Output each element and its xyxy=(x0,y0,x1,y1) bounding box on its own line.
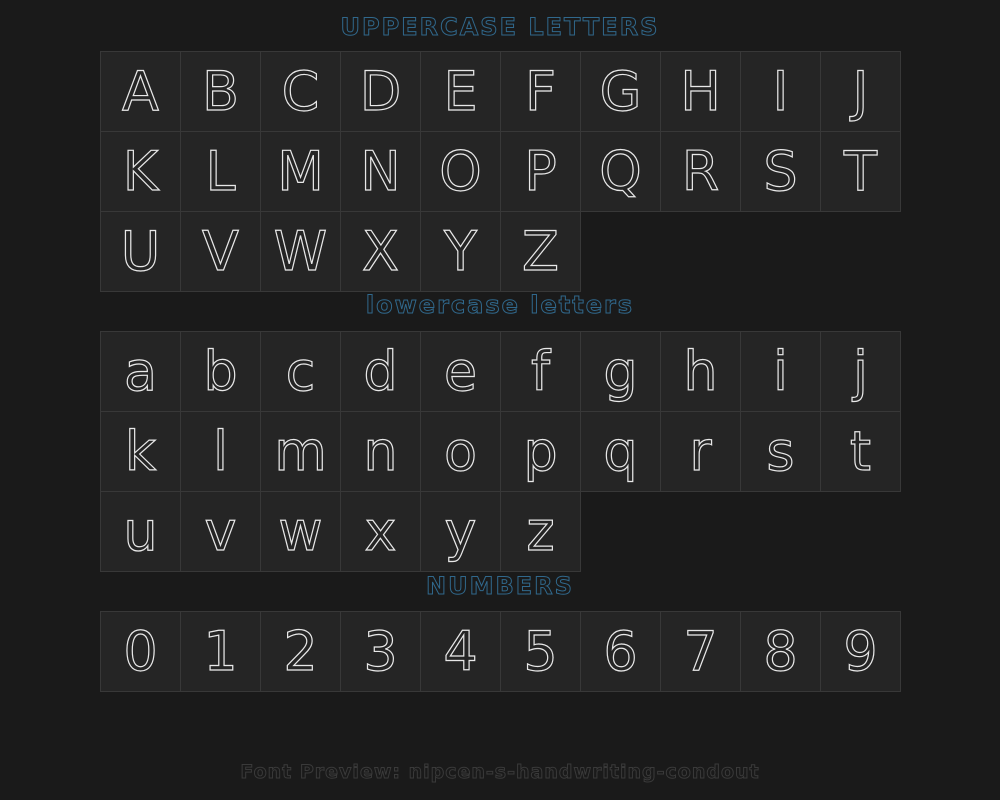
glyph: 5 xyxy=(523,619,558,683)
glyph: w xyxy=(278,499,323,563)
glyph-cell-O xyxy=(420,131,501,212)
glyph-cell-Z xyxy=(500,211,581,292)
font-preview-footer: Font Preview: nipcen-s-handwriting-condout xyxy=(240,761,760,783)
glyph: o xyxy=(443,419,478,483)
glyph-cell-l xyxy=(180,411,261,492)
glyph-cell-e xyxy=(420,331,501,412)
glyph-cell-t xyxy=(820,411,901,492)
glyph: v xyxy=(204,499,237,563)
glyph: M xyxy=(277,139,324,203)
glyph: F xyxy=(524,59,557,123)
glyph-cell-L xyxy=(180,131,261,212)
glyph-cell-B xyxy=(180,51,261,132)
glyph: T xyxy=(844,139,877,203)
glyph-cell-F xyxy=(500,51,581,132)
glyph: 7 xyxy=(683,619,718,683)
glyph-cell-G xyxy=(580,51,661,132)
glyph-cell-x xyxy=(340,491,421,572)
glyph-row xyxy=(100,491,901,572)
lowercase-section-title: lowercase letters xyxy=(365,291,635,319)
glyph: c xyxy=(285,339,316,403)
glyph-cell-K xyxy=(100,131,181,212)
glyph-cell-T xyxy=(820,131,901,212)
glyph: j xyxy=(852,339,868,403)
glyph: f xyxy=(530,339,550,403)
glyph: E xyxy=(443,59,478,123)
glyph: 1 xyxy=(203,619,238,683)
glyph: 0 xyxy=(123,619,158,683)
glyph: y xyxy=(444,499,477,563)
glyph: W xyxy=(273,219,328,283)
glyph-cell-h xyxy=(660,331,741,412)
glyph-cell-m xyxy=(260,411,341,492)
glyph-cell-W xyxy=(260,211,341,292)
glyph-cell-X xyxy=(340,211,421,292)
glyph: e xyxy=(443,339,478,403)
glyph-row xyxy=(100,411,901,492)
glyph: z xyxy=(526,499,555,563)
glyph-cell-s xyxy=(740,411,821,492)
glyph-cell-q xyxy=(580,411,661,492)
glyph-cell-M xyxy=(260,131,341,212)
glyph: O xyxy=(439,139,482,203)
glyph-cell-g xyxy=(580,331,661,412)
glyph-cell-Y xyxy=(420,211,501,292)
glyph: m xyxy=(274,419,327,483)
glyph-cell-4 xyxy=(420,611,501,692)
glyph-cell-E xyxy=(420,51,501,132)
glyph-cell-A xyxy=(100,51,181,132)
glyph: N xyxy=(360,139,401,203)
glyph: p xyxy=(523,419,558,483)
glyph-cell-N xyxy=(340,131,421,212)
glyph: i xyxy=(772,339,788,403)
numbers-glyph-grid xyxy=(100,611,901,692)
glyph-cell-i xyxy=(740,331,821,412)
glyph-cell-c xyxy=(260,331,341,412)
glyph-cell-d xyxy=(340,331,421,412)
glyph-cell-p xyxy=(500,411,581,492)
glyph-cell-0 xyxy=(100,611,181,692)
glyph: L xyxy=(205,139,236,203)
glyph-cell-8 xyxy=(740,611,821,692)
glyph: 4 xyxy=(443,619,478,683)
glyph-cell-V xyxy=(180,211,261,292)
glyph: 8 xyxy=(763,619,798,683)
glyph: V xyxy=(202,219,239,283)
glyph: d xyxy=(363,339,398,403)
glyph-cell-6 xyxy=(580,611,661,692)
glyph: Q xyxy=(599,139,642,203)
glyph: 2 xyxy=(283,619,318,683)
glyph-cell-Q xyxy=(580,131,661,212)
glyph: 3 xyxy=(363,619,398,683)
glyph-cell-o xyxy=(420,411,501,492)
glyph: S xyxy=(763,139,798,203)
glyph-cell-7 xyxy=(660,611,741,692)
glyph-cell-k xyxy=(100,411,181,492)
glyph: J xyxy=(852,59,869,123)
glyph: a xyxy=(123,339,158,403)
glyph-row xyxy=(100,51,901,132)
glyph: I xyxy=(772,59,789,123)
glyph-row xyxy=(100,211,901,292)
glyph-cell-n xyxy=(340,411,421,492)
glyph: P xyxy=(524,139,557,203)
glyph: q xyxy=(603,419,638,483)
glyph-cell-J xyxy=(820,51,901,132)
numbers-section-title: NUMBERS xyxy=(426,572,574,600)
glyph: K xyxy=(122,139,159,203)
glyph-cell-H xyxy=(660,51,741,132)
glyph: h xyxy=(683,339,718,403)
glyph-cell-3 xyxy=(340,611,421,692)
glyph: H xyxy=(680,59,721,123)
glyph-cell-j xyxy=(820,331,901,412)
uppercase-glyph-grid xyxy=(100,51,901,292)
glyph-row xyxy=(100,611,901,692)
glyph-cell-C xyxy=(260,51,341,132)
glyph: C xyxy=(281,59,320,123)
glyph: b xyxy=(203,339,238,403)
glyph: D xyxy=(359,59,402,123)
glyph: A xyxy=(122,59,159,123)
glyph-row xyxy=(100,131,901,212)
glyph-cell-u xyxy=(100,491,181,572)
glyph-row xyxy=(100,331,901,412)
lowercase-glyph-grid xyxy=(100,331,901,572)
glyph-cell-w xyxy=(260,491,341,572)
glyph-cell-r xyxy=(660,411,741,492)
glyph-cell-b xyxy=(180,331,261,412)
glyph-cell-v xyxy=(180,491,261,572)
glyph-cell-y xyxy=(420,491,501,572)
glyph: G xyxy=(599,59,642,123)
glyph-cell-5 xyxy=(500,611,581,692)
glyph: t xyxy=(849,419,872,483)
glyph: r xyxy=(689,419,712,483)
glyph: U xyxy=(120,219,161,283)
glyph-cell-U xyxy=(100,211,181,292)
glyph-cell-a xyxy=(100,331,181,412)
glyph: 9 xyxy=(843,619,878,683)
glyph: 6 xyxy=(603,619,638,683)
glyph: x xyxy=(364,499,397,563)
glyph: R xyxy=(681,139,720,203)
glyph-cell-9 xyxy=(820,611,901,692)
glyph-cell-1 xyxy=(180,611,261,692)
glyph-cell-D xyxy=(340,51,421,132)
glyph-cell-P xyxy=(500,131,581,212)
glyph: B xyxy=(201,59,240,123)
glyph: k xyxy=(124,419,157,483)
glyph: l xyxy=(212,419,228,483)
glyph: n xyxy=(363,419,398,483)
glyph-cell-I xyxy=(740,51,821,132)
glyph: Y xyxy=(444,219,477,283)
uppercase-section-title: UPPERCASE LETTERS xyxy=(340,13,660,41)
glyph: u xyxy=(123,499,158,563)
glyph: s xyxy=(766,419,795,483)
glyph: Z xyxy=(522,219,559,283)
glyph-cell-z xyxy=(500,491,581,572)
glyph-cell-f xyxy=(500,331,581,412)
glyph: g xyxy=(603,339,638,403)
glyph-cell-R xyxy=(660,131,741,212)
glyph: X xyxy=(362,219,399,283)
glyph-cell-S xyxy=(740,131,821,212)
glyph-cell-2 xyxy=(260,611,341,692)
